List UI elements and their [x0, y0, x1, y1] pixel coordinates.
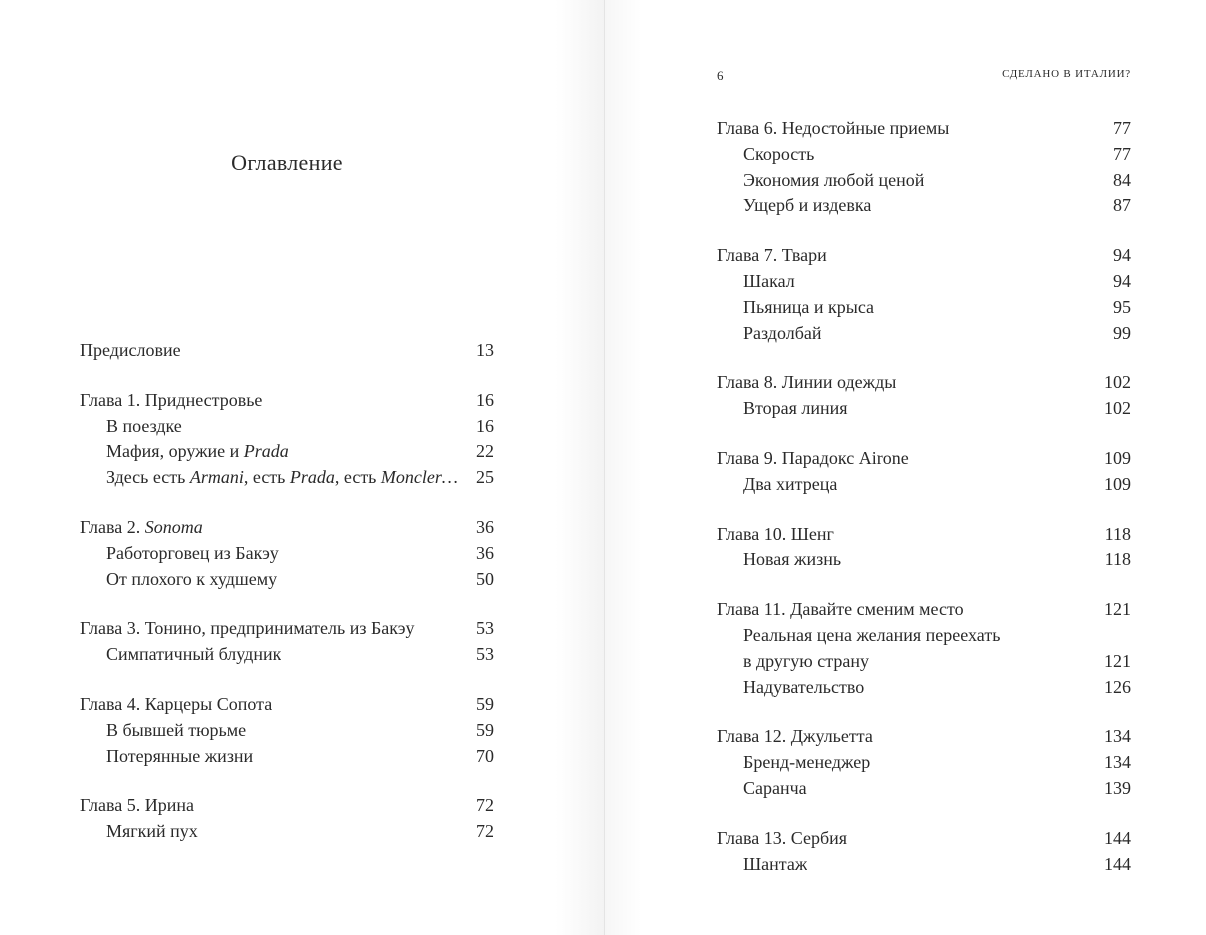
toc-subentry	[717, 168, 1131, 194]
italic-title-segment: Prada	[289, 467, 335, 488]
title-segment: , есть	[334, 467, 381, 488]
subentry-title: Вторая линия	[743, 398, 848, 419]
toc-chapter-group	[80, 793, 494, 845]
toc-chapter-group	[80, 338, 494, 364]
page-ref: 77	[1113, 143, 1131, 164]
chapter-title: Глава 12. Джульетта	[717, 726, 873, 747]
running-title: СДЕЛАНО В ИТАЛИИ?	[1002, 68, 1131, 80]
subentry-title: Экономия любой ценой	[743, 169, 925, 190]
toc-subentry	[717, 547, 1131, 573]
chapter-title	[80, 515, 203, 541]
toc-subentry	[717, 675, 1131, 701]
toc-chapter-entry	[80, 515, 494, 541]
toc-chapter-group	[80, 616, 494, 668]
page-ref: 84	[1113, 169, 1131, 190]
toc-subentry	[717, 295, 1131, 321]
page-ref: 139	[1104, 777, 1131, 798]
toc-list-left	[80, 338, 494, 869]
page-ref: 53	[476, 618, 494, 639]
toc-subentry	[717, 193, 1131, 219]
page-ref: 13	[476, 340, 494, 360]
page-ref: 102	[1104, 398, 1131, 419]
toc-chapter-entry	[80, 793, 494, 819]
toc-subentry	[80, 439, 494, 465]
page-ref: 59	[476, 693, 494, 714]
toc-list-right	[717, 116, 1131, 901]
chapter-title: Глава 10. Шенг	[717, 523, 834, 544]
page-ref: 109	[1104, 473, 1131, 494]
toc-chapter-entry	[717, 446, 1131, 472]
toc-subentry	[80, 465, 494, 491]
subentry-title: Бренд-менеджер	[743, 752, 871, 773]
chapter-title: Глава 1. Приднестровье	[80, 389, 263, 410]
subentry-title: Пьяница и крыса	[743, 296, 875, 317]
page-ref: 99	[1113, 322, 1131, 343]
page-ref: 77	[1113, 118, 1131, 138]
page-ref: 109	[1104, 447, 1131, 468]
subentry-title: В бывшей тюрьме	[106, 719, 247, 740]
page-ref: 72	[476, 821, 494, 842]
page-ref: 36	[476, 542, 494, 563]
page-ref: 72	[476, 795, 494, 816]
toc-title: Оглавление	[231, 150, 343, 175]
subentry-title: Потерянные жизни	[106, 745, 254, 766]
page-ref: 102	[1104, 372, 1131, 393]
subentry-title: Раздолбай	[743, 322, 822, 343]
toc-subentry	[717, 142, 1131, 168]
toc-subentry	[717, 750, 1131, 776]
toc-chapter-group	[80, 515, 494, 592]
page-ref: 36	[476, 516, 494, 537]
subentry-title: Два хитреца	[743, 473, 838, 494]
running-header	[717, 68, 1131, 88]
title-segment: , есть	[243, 467, 290, 488]
toc-chapter-group	[717, 243, 1131, 346]
subentry-title: Шакал	[743, 270, 795, 291]
page-ref: 59	[476, 719, 494, 740]
toc-chapter-group	[717, 724, 1131, 801]
subentry-title: Шантаж	[743, 853, 808, 874]
italic-title-segment: Moncler…	[380, 467, 458, 488]
toc-chapter-entry	[717, 597, 1131, 623]
title-segment: Здесь есть	[106, 467, 190, 488]
subentry-title: Саранча	[743, 777, 807, 798]
toc-subentry	[80, 718, 494, 744]
toc-chapter-group	[717, 522, 1131, 574]
subentry-title	[106, 439, 289, 465]
toc-chapter-entry	[80, 692, 494, 718]
toc-chapter-group	[717, 446, 1131, 498]
toc-subentry	[717, 321, 1131, 347]
toc-subentry	[717, 396, 1131, 422]
chapter-title: Предисловие	[80, 340, 181, 360]
page-ref: 95	[1113, 296, 1131, 317]
title-segment: Глава 2.	[80, 516, 145, 537]
page-ref: 94	[1113, 245, 1131, 266]
toc-subentry	[717, 472, 1131, 498]
toc-chapter-entry	[717, 370, 1131, 396]
page-ref: 50	[476, 568, 494, 589]
subentry-title: Новая жизнь	[743, 549, 842, 570]
toc-chapter-entry	[717, 724, 1131, 750]
toc-subentry	[80, 567, 494, 593]
page-ref: 87	[1113, 195, 1131, 216]
page-ref: 25	[476, 467, 494, 488]
subentry-title: Надувательство	[743, 676, 865, 697]
subentry-title: Ущерб и издевка	[743, 195, 872, 216]
italic-title-segment: Prada	[243, 441, 289, 462]
subentry-title: Скорость	[743, 143, 815, 164]
page-ref: 94	[1113, 270, 1131, 291]
toc-chapter-group	[80, 692, 494, 769]
toc-chapter-group	[717, 370, 1131, 422]
toc-chapter-entry	[80, 338, 494, 364]
chapter-title: Глава 9. Парадокс Airone	[717, 447, 909, 468]
title-segment: Мафия, оружие и	[106, 441, 244, 462]
toc-subentry	[80, 819, 494, 845]
page-ref: 144	[1104, 853, 1131, 874]
chapter-title: Глава 6. Недостойные приемы	[717, 118, 950, 138]
toc-subentry	[80, 744, 494, 770]
chapter-title: Глава 8. Линии одежды	[717, 372, 897, 393]
toc-subentry	[717, 269, 1131, 295]
page-ref: 144	[1104, 827, 1131, 848]
subentry-title: в другую страну	[743, 650, 869, 671]
toc-chapter-entry	[717, 826, 1131, 852]
toc-chapter-entry	[717, 116, 1131, 142]
toc-subentry	[717, 623, 1131, 649]
page-ref: 121	[1104, 650, 1131, 671]
toc-chapter-entry	[717, 522, 1131, 548]
page-ref: 16	[476, 415, 494, 436]
toc-chapter-entry	[80, 616, 494, 642]
page-ref: 126	[1104, 676, 1131, 697]
chapter-title: Глава 13. Сербия	[717, 827, 848, 848]
page-ref: 134	[1104, 752, 1131, 773]
chapter-title: Глава 5. Ирина	[80, 795, 195, 816]
page-ref: 118	[1104, 523, 1131, 544]
subentry-title: Мягкий пух	[106, 821, 198, 842]
chapter-title: Глава 11. Давайте сменим место	[717, 599, 964, 620]
chapter-title: Глава 3. Тонино, предприниматель из Бакэу	[80, 618, 415, 639]
toc-subentry	[717, 776, 1131, 802]
chapter-title: Глава 7. Твари	[717, 245, 827, 266]
subentry-title: Работорговец из Бакэу	[106, 542, 279, 563]
toc-chapter-group	[717, 597, 1131, 700]
toc-subentry	[80, 541, 494, 567]
page-ref: 53	[476, 644, 494, 665]
toc-chapter-group	[80, 388, 494, 491]
subentry-title	[106, 465, 458, 491]
chapter-title: Глава 4. Карцеры Сопота	[80, 693, 273, 714]
page-ref: 134	[1104, 726, 1131, 747]
subentry-title: Реальная цена желания переехать	[743, 624, 1001, 645]
page-ref: 70	[476, 745, 494, 766]
page-ref: 16	[476, 389, 494, 410]
toc-chapter-group	[717, 116, 1131, 219]
subentry-title: В поездке	[106, 415, 182, 436]
toc-subentry	[717, 852, 1131, 878]
toc-chapter-entry	[717, 243, 1131, 269]
page-number: 6	[717, 68, 724, 83]
toc-subentry	[80, 414, 494, 440]
subentry-title: Симпатичный блудник	[106, 644, 282, 665]
italic-title-segment: Armani	[189, 467, 244, 488]
subentry-title: От плохого к худшему	[106, 568, 278, 589]
page-ref: 121	[1104, 599, 1131, 620]
toc-subentry	[80, 642, 494, 668]
toc-chapter-entry	[80, 388, 494, 414]
toc-chapter-group	[717, 826, 1131, 878]
toc-subentry	[717, 649, 1131, 675]
page-ref: 118	[1104, 549, 1131, 570]
page-ref: 22	[476, 441, 494, 462]
italic-title-segment: Sonoma	[144, 516, 203, 537]
